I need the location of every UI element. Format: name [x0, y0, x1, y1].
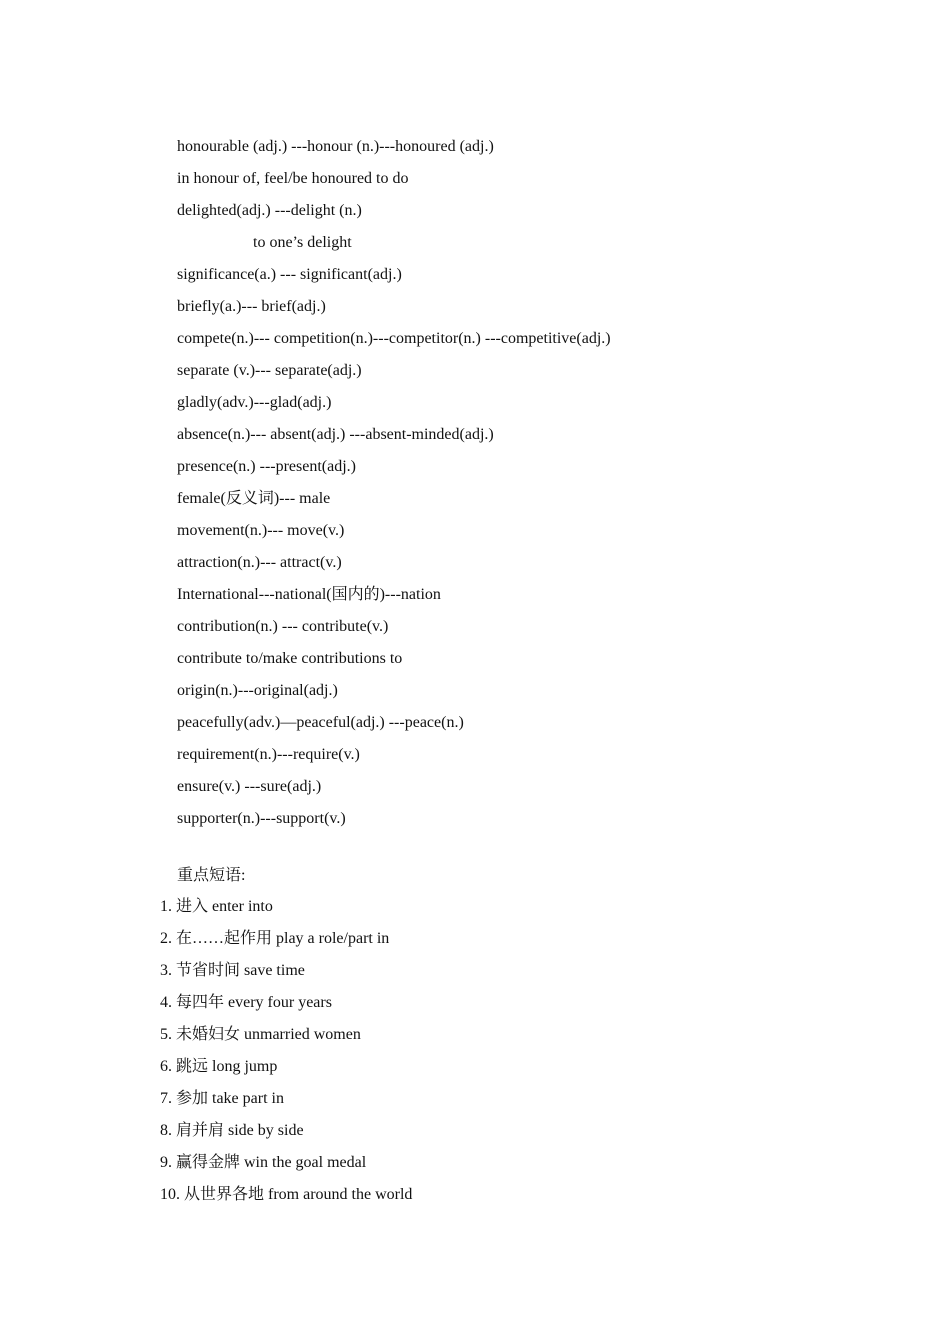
- phrase-number: 5.: [160, 1026, 172, 1043]
- phrase-number: 4.: [160, 994, 172, 1011]
- phrase-item: [160, 1025, 361, 1045]
- phrase-text: 进入 enter into: [176, 898, 273, 915]
- phrase-number: 8.: [160, 1122, 172, 1139]
- phrase-text: 肩并肩 side by side: [176, 1122, 304, 1139]
- phrases-heading: 重点短语:: [177, 867, 246, 884]
- vocab-line: separate (v.)--- separate(adj.): [177, 362, 362, 379]
- phrase-text: 每四年 every four years: [176, 994, 332, 1011]
- vocab-line: gladly(adv.)---glad(adj.): [177, 394, 332, 411]
- phrase-text: 未婚妇女 unmarried women: [176, 1026, 361, 1043]
- phrase-item: [160, 929, 389, 949]
- vocab-line: significance(a.) --- significant(adj.): [177, 266, 402, 283]
- phrase-number: 2.: [160, 930, 172, 947]
- phrase-item: [160, 1153, 366, 1173]
- vocab-line: requirement(n.)---require(v.): [177, 746, 360, 763]
- phrase-number: 6.: [160, 1058, 172, 1075]
- vocab-line: contribution(n.) --- contribute(v.): [177, 618, 389, 635]
- phrase-text: 跳远 long jump: [176, 1058, 278, 1075]
- vocab-line: briefly(a.)--- brief(adj.): [177, 298, 326, 315]
- vocab-line: absence(n.)--- absent(adj.) ---absent-minded(adj.): [177, 426, 494, 443]
- vocab-line: female(反义词)--- male: [177, 490, 331, 507]
- vocab-line: International---national(国内的)---nation: [177, 586, 441, 603]
- phrase-item: [160, 897, 273, 917]
- phrase-item: [160, 1185, 412, 1205]
- phrase-item: [160, 1057, 277, 1077]
- vocab-line: origin(n.)---original(adj.): [177, 682, 338, 699]
- phrase-text: 节省时间 save time: [176, 962, 305, 979]
- phrase-number: 10.: [160, 1186, 180, 1203]
- vocab-line: supporter(n.)---support(v.): [177, 810, 346, 827]
- vocab-line: in honour of, feel/be honoured to do: [177, 170, 409, 187]
- phrase-item: [160, 1089, 284, 1109]
- phrase-number: 7.: [160, 1090, 172, 1107]
- phrase-text: 在……起作用 play a role/part in: [176, 930, 390, 947]
- vocab-line: ensure(v.) ---sure(adj.): [177, 778, 322, 795]
- phrase-text: 从世界各地 from around the world: [184, 1186, 413, 1203]
- vocab-line: contribute to/make contributions to: [177, 650, 403, 667]
- phrase-number: 9.: [160, 1154, 172, 1171]
- phrase-number: 1.: [160, 898, 172, 915]
- vocab-line: presence(n.) ---present(adj.): [177, 458, 357, 475]
- phrase-number: 3.: [160, 962, 172, 979]
- vocab-line: honourable (adj.) ---honour (n.)---honoured (adj.): [177, 138, 494, 155]
- vocab-line: attraction(n.)--- attract(v.): [177, 554, 342, 571]
- vocab-line: movement(n.)--- move(v.): [177, 522, 345, 539]
- phrase-item: [160, 1121, 304, 1141]
- phrase-text: 赢得金牌 win the goal medal: [176, 1154, 367, 1171]
- vocab-line: peacefully(adv.)—peaceful(adj.) ---peace(n.): [177, 714, 464, 731]
- phrase-text: 参加 take part in: [176, 1090, 284, 1107]
- vocab-line: delighted(adj.) ---delight (n.): [177, 202, 362, 219]
- vocab-line-indented: to one’s delight: [253, 234, 352, 251]
- phrase-item: [160, 993, 332, 1013]
- phrase-item: [160, 961, 305, 981]
- vocab-line: compete(n.)--- competition(n.)---competitor(n.) ---competitive(adj.): [177, 330, 611, 347]
